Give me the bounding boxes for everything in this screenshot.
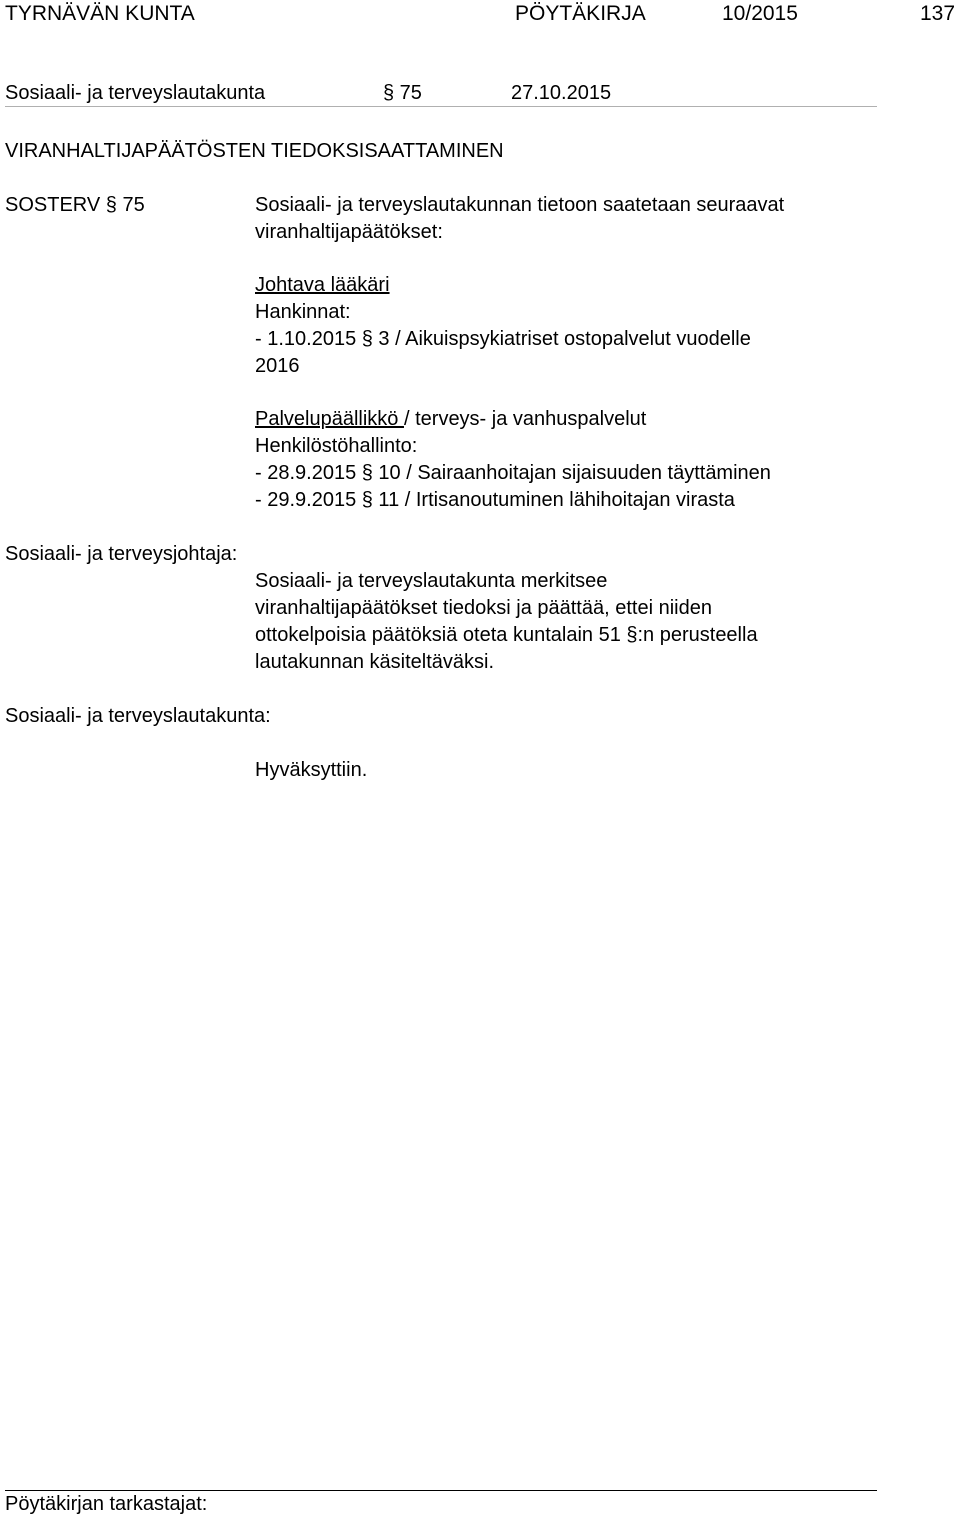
proposal-line-4: lautakunnan käsiteltäväksi. [255,651,495,673]
official-title-underlined: Palvelupäällikkö [255,408,404,430]
official-service-manager [255,406,646,433]
page-title: VIRANHALTIJAPÄÄTÖSTEN TIEDOKSISAATTAMINEN [5,140,504,162]
page-number: 137 [920,2,956,25]
reviewers-label: Pöytäkirjan tarkastajat: [5,1493,208,1515]
decision-label: Sosiaali- ja terveyslautakunta: [5,705,271,727]
document-type: PÖYTÄKIRJA [515,2,646,25]
category-personnel: Henkilöstöhallinto: [255,435,418,457]
official-title-rest: / terveys- ja vanhuspalvelut [403,408,647,430]
decision-item: - 28.9.2015 § 10 / Sairaanhoitajan sijaisuuden täyttäminen [255,462,771,484]
decision-text: Hyväksyttiin. [255,759,368,781]
municipality-name: TYRNÄVÄN KUNTA [5,2,195,25]
proposal-label: Sosiaali- ja terveysjohtaja: [5,543,238,565]
intro-line-1: Sosiaali- ja terveyslautakunnan tietoon saatetaan seuraavat [255,194,785,216]
case-code: SOSTERV § 75 [5,194,145,216]
decision-item: - 29.9.2015 § 11 / Irtisanoutuminen lähihoitajan virasta [255,489,735,511]
proposal-line-1: Sosiaali- ja terveyslautakunta merkitsee [255,570,608,592]
official-chief-physician: Johtava lääkäri [255,274,390,296]
section-number: § 75 [383,82,422,104]
document-number: 10/2015 [722,2,798,25]
meeting-date: 27.10.2015 [511,82,612,104]
header-divider [5,106,877,107]
proposal-line-2: viranhaltijapäätökset tiedoksi ja päättää, ettei niiden [255,597,712,619]
decision-item-line-1: - 1.10.2015 § 3 / Aikuispsykiatriset ostopalvelut vuodelle [255,328,751,350]
category-procurement: Hankinnat: [255,301,351,323]
decision-item-line-2: 2016 [255,355,300,377]
intro-line-2: viranhaltijapäätökset: [255,221,443,243]
board-name: Sosiaali- ja terveyslautakunta [5,82,266,104]
proposal-line-3: ottokelpoisia päätöksiä oteta kuntalain 51 §:n perusteella [255,624,758,646]
